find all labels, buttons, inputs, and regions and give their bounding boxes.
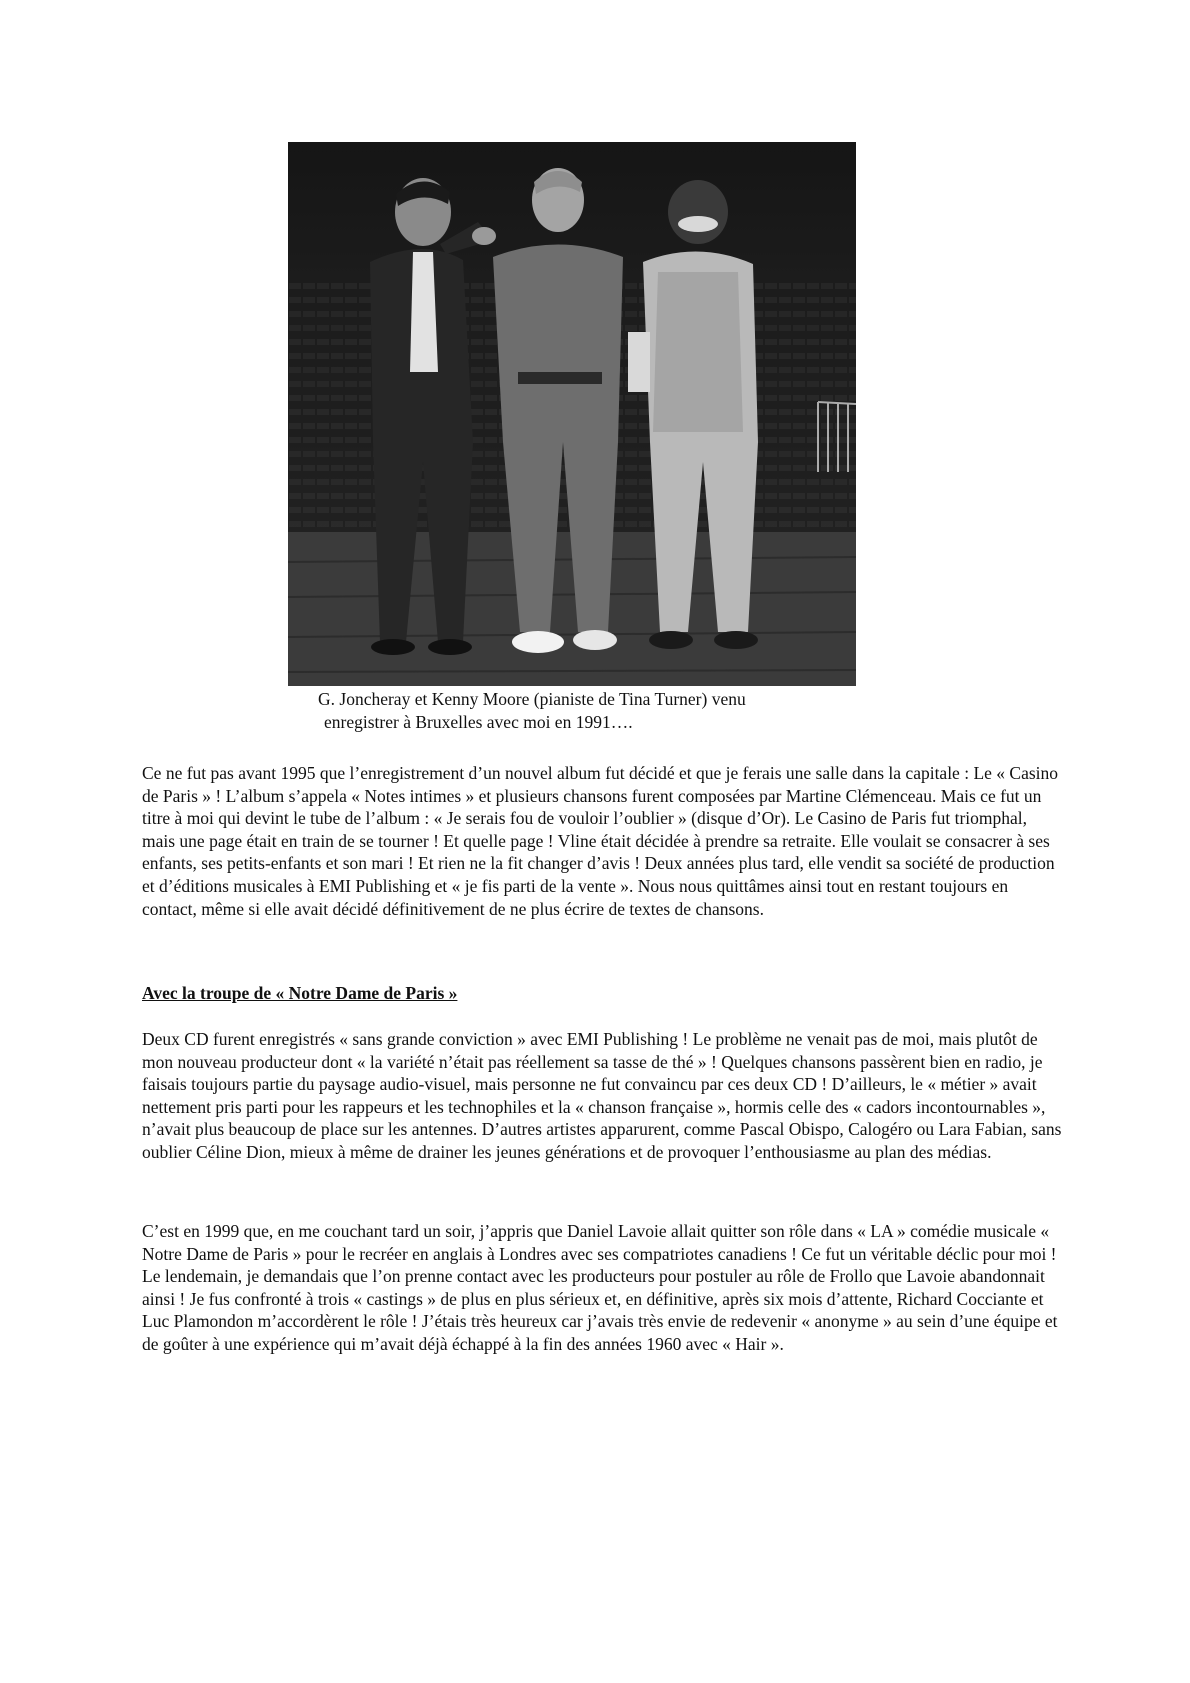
photo xyxy=(288,142,856,686)
paragraph-3: C’est en 1999 que, en me couchant tard un soir, j’appris que Daniel Lavoie allait quitter son rôle dans « LA » comédie musicale « Notre Dame de Paris » pour le recréer en anglais à Londres avec ses compatriotes canadiens ! Ce fut un véritable déclic pour moi ! Le lendemain, je demandais que l’on prenne contact avec les producteurs pour postuler au rôle de Frollo que Lavoie abandonnait ainsi ! Je fus confronté à trois « castings » de plus en plus sérieux et, en définitive, après six mois d’attente, Richard Cocciante et Luc Plamondon m’accordèrent le rôle ! J’étais très heureux car j’avais très envie de redevenir « anonyme » au sein d’une équipe et de goûter à une expérience qui m’avait déjà échappé à la fin des années 1960 avec « Hair ». xyxy=(142,1221,1058,1354)
caption-line-2: enregistrer à Bruxelles avec moi en 1991…. xyxy=(324,712,633,732)
photo-image xyxy=(288,142,856,686)
caption-line-1: G. Joncheray et Kenny Moore (pianiste de Tina Turner) venu xyxy=(318,689,746,709)
paragraph-1: Ce ne fut pas avant 1995 que l’enregistrement d’un nouvel album fut décidé et que je ferais une salle dans la capitale : Le « Casino de Paris » ! L’album s’appela « Notes intimes » et plusieurs chansons furent composées par Martine Clémenceau. Mais ce fut un titre à moi qui devint le tube de l’album : « Je serais fou de vouloir l’oublier » (disque d’Or). Le Casino de Paris fut triomphal, mais une page était en train de se tourner ! Et quelle page ! Vline était décidée à prendre sa retraite. Elle voulait se consacrer à ses enfants, ses petits-enfants et son mari ! Et rien ne la fit changer d’avis ! Deux années plus tard, elle vendit sa société de production et d’éditions musicales à EMI Publishing et « je fis parti de la vente ». Nous nous quittâmes ainsi tout en restant toujours en contact, même si elle avait décidé définitivement de ne plus écrire de textes de chansons. xyxy=(142,763,1059,919)
photo-caption xyxy=(318,688,878,734)
section-heading: Avec la troupe de « Notre Dame de Paris » xyxy=(142,983,458,1003)
paragraph-2: Deux CD furent enregistrés « sans grande conviction » avec EMI Publishing ! Le problème ne venait pas de moi, mais plutôt de mon nouveau producteur dont « la variété n’était pas réellement sa tasse de thé » ! Quelques chansons passèrent bien en radio, je faisais toujours partie du paysage audio-visuel, mais personne ne fut convaincu par ces deux CD ! D’ailleurs, le « métier » avait nettement pris parti pour les rappeurs et les technophiles et la « chanson française », hormis celle des « cadors incontournables », n’avait plus beaucoup de place sur les antennes. D’autres artistes apparurent, comme Pascal Obispo, Calogéro ou Lara Fabian, sans oublier Céline Dion, mieux à même de drainer les jeunes générations et de provoquer l’enthousiasme au plan des médias. xyxy=(142,1029,1062,1162)
